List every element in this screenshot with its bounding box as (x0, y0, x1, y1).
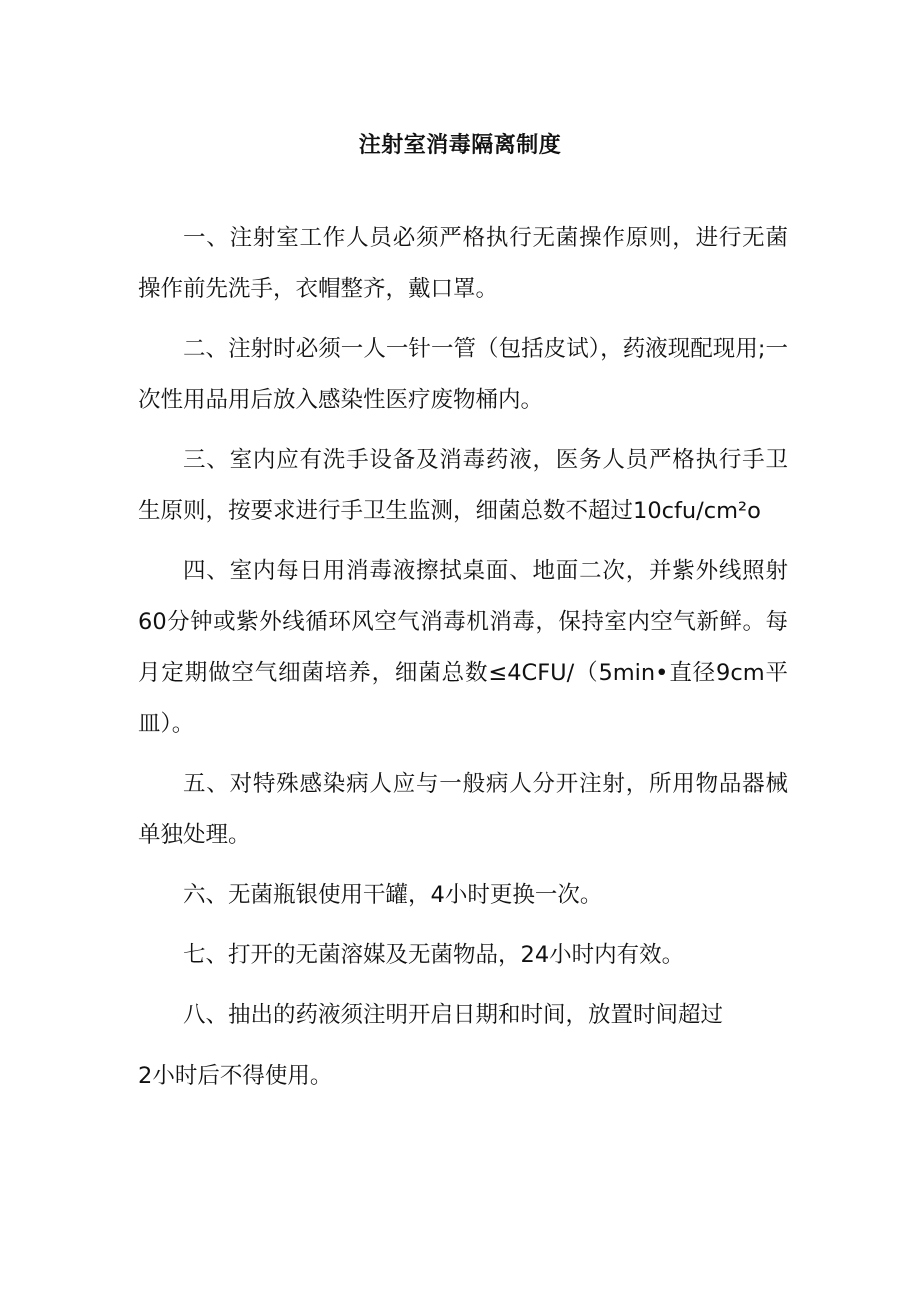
document-body (138, 213, 788, 1111)
paragraph-5: 五、对特殊感染病人应与一般病人分开注射，所用物品器械单独处理。 (138, 771, 788, 848)
paragraph-6: 六、无菌瓶银使用干罐，4小时更换一次。 (183, 882, 603, 908)
paragraph-3: 三、室内应有洗手设备及消毒药液，医务人员严格执行手卫生原则，按要求进行手卫生监测，细菌总数不超过10cfu∕cm²o (138, 447, 788, 524)
paragraph-8-continuation: 2小时后不得使用。 (138, 1063, 333, 1089)
paragraph-4: 四、室内每日用消毒液擦拭桌面、地面二次，并紫外线照射60分钟或紫外线循环风空气消毒机消毒，保持室内空气新鲜。每月定期做空气细菌培养，细菌总数≤4CFU∕（5min•直径9cm平皿）。 (138, 558, 788, 737)
paragraph-7: 七、打开的无菌溶媒及无菌物品，24小时内有效。 (183, 942, 685, 968)
paragraph-2: 二、注射时必须一人一针一管（包括皮试），药液现配现用;一次性用品用后放入感染性医疗废物桶内。 (138, 336, 788, 413)
document-title: 注射室消毒隔离制度 (358, 133, 562, 158)
paragraph-1: 一、注射室工作人员必须严格执行无菌操作原则，进行无菌操作前先洗手，衣帽整齐，戴口罩。 (138, 225, 788, 302)
paragraph-8: 八、抽出的药液须注明开启日期和时间，放置时间超过 (183, 1002, 724, 1028)
